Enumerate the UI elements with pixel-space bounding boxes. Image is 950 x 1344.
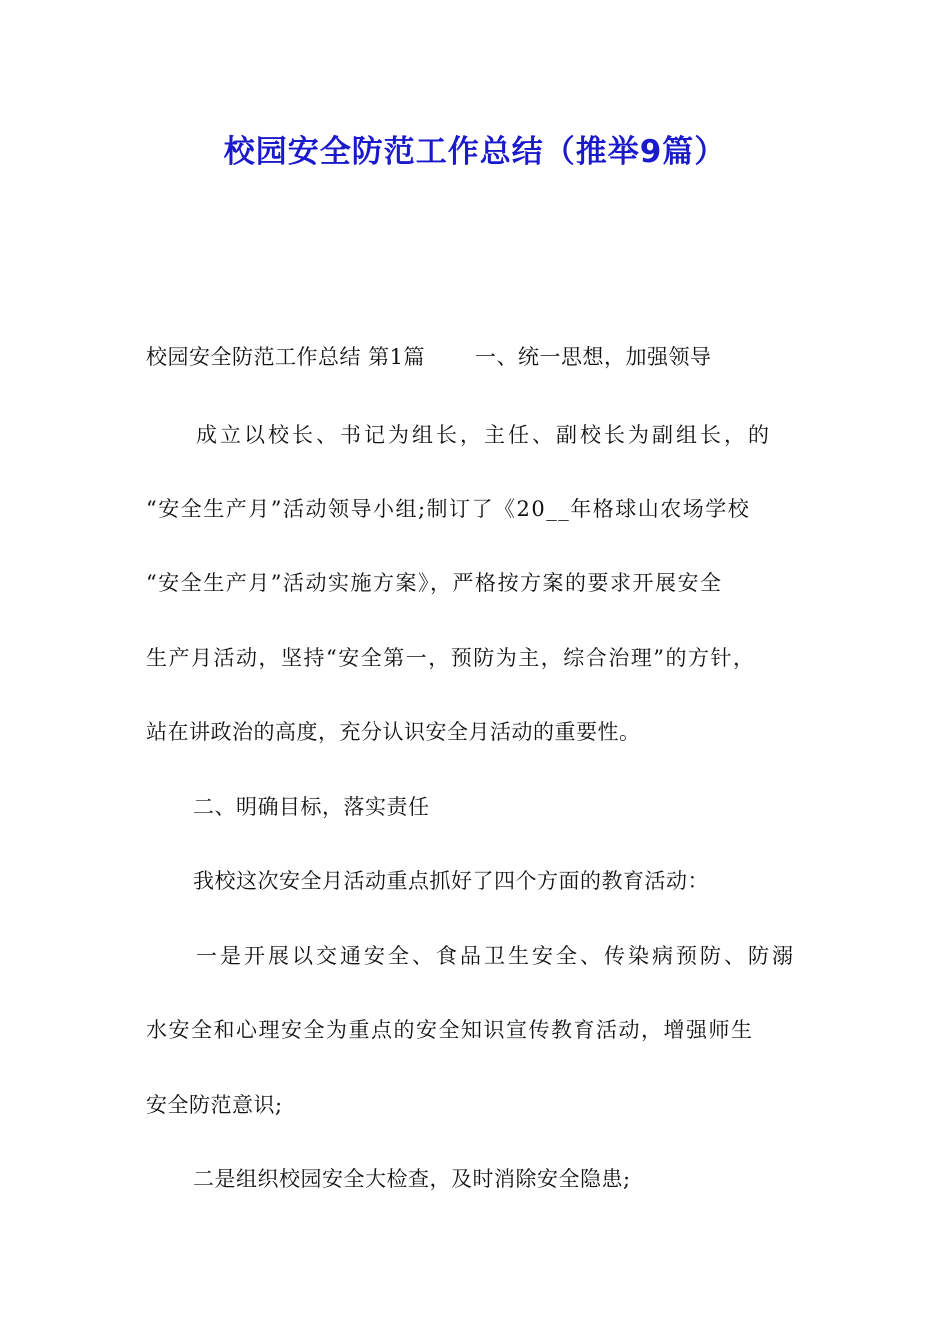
paragraph-line: 安全防范意识; — [146, 1093, 283, 1117]
section-heading: 校园安全防范工作总结 第1篇 — [146, 345, 426, 369]
paragraph-line: 二是组织校园安全大检查，及时消除安全隐患; — [193, 1167, 631, 1191]
paragraph-line: 我校这次安全月活动重点抓好了四个方面的教育活动： — [193, 869, 709, 893]
paragraph-line: 一是开展以交通安全、食品卫生安全、传染病预防、防溺 — [196, 944, 796, 968]
paragraph-line: 生产月活动，坚持“安全第一，预防为主，综合治理”的方针， — [146, 646, 756, 670]
heading-clarify-goals: 二、明确目标，落实责任 — [193, 795, 430, 819]
document-title: 校园安全防范工作总结（推举9篇） — [223, 134, 727, 170]
paragraph-line: 成立以校长、书记为组长，主任、副校长为副组长，的 — [196, 423, 772, 447]
heading-unify-thought: 一、统一思想，加强领导 — [475, 345, 712, 369]
section-heading-line — [146, 342, 836, 372]
paragraph-line: “安全生产月”活动实施方案》，严格按方案的要求开展安全 — [146, 571, 723, 595]
paragraph-line: 水安全和心理安全为重点的安全知识宣传教育活动，增强师生 — [146, 1018, 754, 1042]
paragraph-line: 站在讲政治的高度，充分认识安全月活动的重要性。 — [146, 720, 641, 744]
paragraph-line: “安全生产月”活动领导小组;制订了《20__年格球山农场学校 — [146, 497, 751, 521]
